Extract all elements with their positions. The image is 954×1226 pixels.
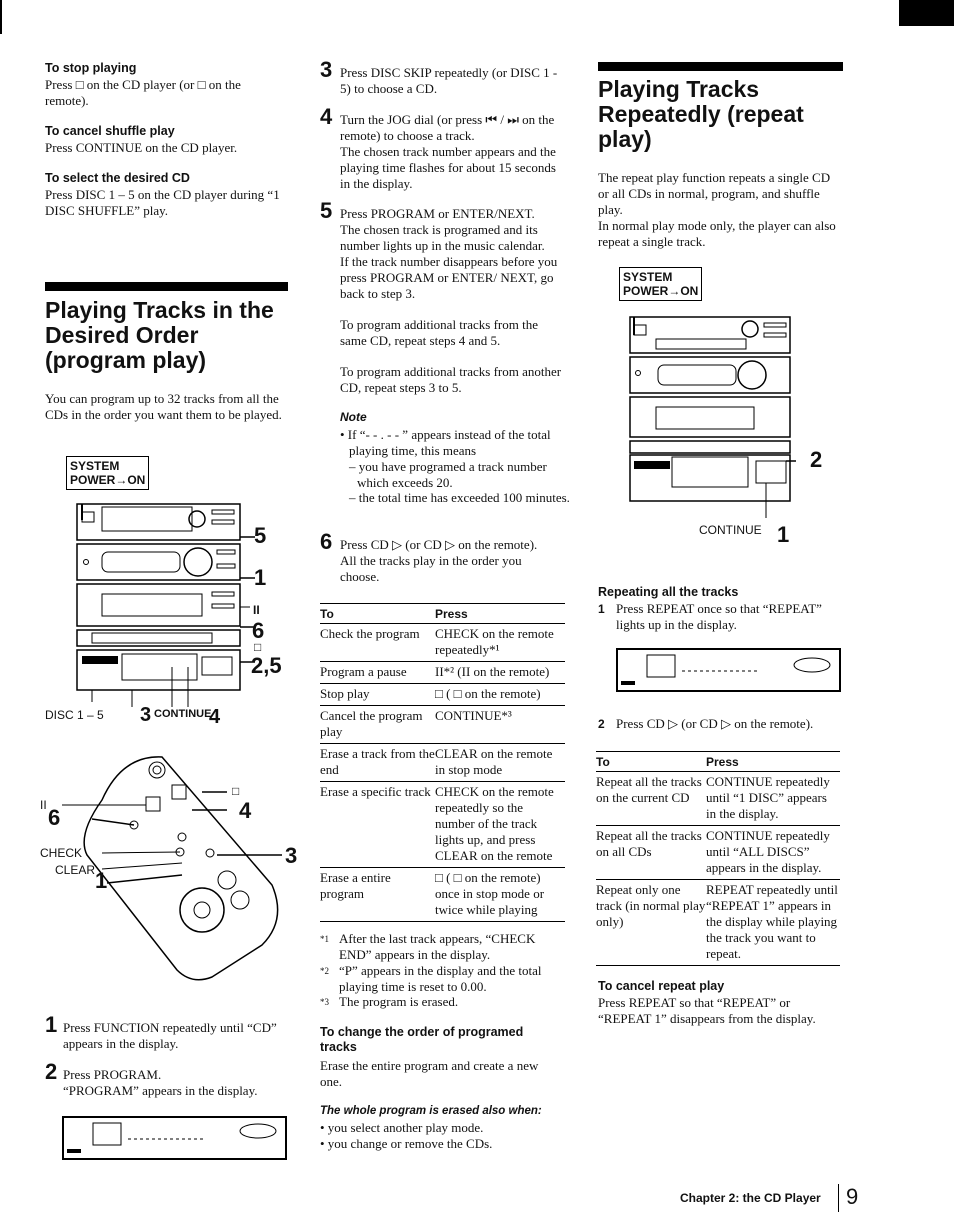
table-cell: II*² (II on the remote): [435, 662, 565, 684]
table-row: [320, 624, 565, 662]
table-row: [320, 706, 565, 744]
table-cell: REPEAT repeatedly until “REPEAT 1” appears in the display while playing the track you want to repeat.: [706, 880, 840, 966]
step-3-text: Press DISC SKIP repeatedly (or DISC 1 - 5) to choose a CD.: [340, 65, 558, 96]
callout-2-5: 2,5: [251, 653, 282, 678]
program-play-title: Playing Tracks in the Desired Order (program play): [45, 297, 274, 373]
table-row: [596, 826, 840, 880]
continue-label-left: CONTINUE: [154, 708, 212, 720]
system-label: SYSTEM: [623, 270, 673, 284]
repeat-callout-2: 2: [810, 447, 823, 472]
callout-stop: □: [254, 640, 262, 654]
page-number: 9: [846, 1184, 859, 1209]
callout-pause: II: [253, 603, 260, 617]
remote-label-stop: □: [232, 784, 240, 798]
footnote-mark-3: *3: [320, 997, 329, 1007]
erased-when-item-2: • you change or remove the CDs.: [320, 1136, 493, 1151]
disc-label: DISC 1 – 5: [45, 708, 104, 722]
step-3-number: 3: [320, 57, 333, 82]
callout-4: 4: [209, 706, 221, 728]
system-power-box-right: [619, 267, 702, 301]
step-6-number: 6: [320, 529, 333, 554]
program-operations-table: [320, 603, 565, 922]
callout-1: 1: [254, 565, 267, 590]
table-row: [596, 880, 840, 966]
remote-callout-3: 3: [285, 843, 298, 868]
footnote-1: After the last track appears, “CHECK END” appears in the display.: [339, 931, 536, 962]
step-6-text: Press CD ▷ (or CD ▷ on the remote). All the tracks play in the order you choose.: [340, 537, 538, 584]
footnote-3: The program is erased.: [339, 994, 459, 1009]
repeat-step-1-text: Press REPEAT once so that “REPEAT” lights up in the display.: [616, 601, 822, 632]
table-cell: □ ( □ on the remote) once in stop mode or twice while playing: [435, 868, 565, 922]
step-4-number: 4: [320, 104, 333, 129]
stop-heading: To stop playing: [45, 61, 137, 75]
system-power-box-left: [66, 456, 149, 490]
remote-callout-4: 4: [239, 798, 252, 823]
table-cell: □ ( □ on the remote): [435, 684, 565, 706]
remote-control-illustration: [62, 745, 292, 985]
table-header-row: [596, 752, 840, 772]
note-heading: Note: [340, 410, 367, 424]
repeat-operations-table: [596, 751, 840, 966]
display-illustration-right: [616, 648, 841, 692]
repeat-play-title: Playing Tracks Repeatedly (repeat play): [598, 76, 804, 152]
repeat-all-heading: Repeating all the tracks: [598, 585, 739, 599]
cancel-shuffle-text: Press CONTINUE on the CD player.: [45, 140, 238, 155]
change-order-text: Erase the entire program and create a new one.: [320, 1058, 539, 1089]
remote-label-clear: CLEAR: [55, 863, 96, 877]
table-row: [320, 684, 565, 706]
table-row: [320, 868, 565, 922]
system-label: SYSTEM: [70, 459, 120, 473]
select-cd-text: Press DISC 1 – 5 on the CD player during “1 DISC SHUFFLE” play.: [45, 187, 280, 218]
table-cell: CLEAR on the remote in stop mode: [435, 744, 565, 782]
footnote-2: “P” appears in the display and the total playing time is reset to 0.00.: [339, 963, 542, 994]
note-line-1: • If “- - . - - ” appears instead of the total playing time, this means: [340, 427, 551, 458]
remote-label-pause: II: [40, 798, 47, 812]
additional-other-cd: To program additional tracks from another CD, repeat steps 3 to 5.: [340, 364, 562, 395]
table-header-to: To: [596, 752, 706, 772]
note-line-3: – the total time has exceeded 100 minutes.: [349, 490, 570, 505]
repeat-step-1-number: 1: [598, 602, 605, 616]
step-5-text: Press PROGRAM or ENTER/NEXT. The chosen track is programed and its number lights up in the music calendar. If the track number disappears before you press PROGRAM or ENTER/ NEXT, go back to step 3.: [340, 206, 558, 301]
table-cell: Cancel the program play: [320, 706, 435, 744]
footer-chapter: Chapter 2: the CD Player: [680, 1191, 821, 1205]
table-cell: Erase a entire program: [320, 868, 435, 922]
additional-same-cd: To program additional tracks from the same CD, repeat steps 4 and 5.: [340, 317, 539, 348]
step-4-text: Turn the JOG dial (or press ⏮ / ⏭ on the remote) to choose a track. The chosen track number appears and the playing time flashes for about 15 seconds in the display.: [340, 112, 556, 191]
footnote-mark-1: *1: [320, 934, 329, 944]
table-row: [320, 744, 565, 782]
step-2-number: 2: [45, 1059, 58, 1084]
repeat-step-2-number: 2: [598, 717, 605, 731]
repeat-callout-1: 1: [777, 522, 790, 547]
power-on-label: POWER→ON: [623, 284, 699, 298]
table-header-press: Press: [706, 752, 840, 772]
note-line-2: – you have programed a track number which exceeds 20.: [349, 459, 547, 490]
repeat-intro: The repeat play function repeats a single CD or all CDs in normal, program, and shuffle play. In normal play mode only, the player can also repeat a single track.: [598, 170, 836, 249]
table-cell: Erase a specific track: [320, 782, 435, 868]
left-edge-mark: [0, 0, 2, 34]
step-2-text: Press PROGRAM. “PROGRAM” appears in the display.: [63, 1067, 258, 1098]
table-cell: Repeat all the tracks on the current CD: [596, 772, 706, 826]
footnote-mark-2: *2: [320, 966, 329, 976]
chapter-tab: [899, 0, 954, 26]
callout-6: 6: [252, 618, 265, 643]
table-cell: CHECK on the remote repeatedly so the number of the track lights up, and press CLEAR on the remote: [435, 782, 565, 868]
callout-5: 5: [254, 523, 267, 548]
cancel-shuffle-heading: To cancel shuffle play: [45, 124, 175, 138]
erased-when-item-1: • you select another play mode.: [320, 1120, 484, 1135]
remote-callout-1: 1: [95, 868, 108, 893]
footer-divider: [838, 1184, 839, 1212]
cancel-repeat-text: Press REPEAT so that “REPEAT” or “REPEAT 1” disappears from the display.: [598, 995, 816, 1026]
remote-callout-6: 6: [48, 805, 61, 830]
step-1-text: Press FUNCTION repeatedly until “CD” appears in the display.: [63, 1020, 277, 1051]
table-cell: Program a pause: [320, 662, 435, 684]
table-cell: Stop play: [320, 684, 435, 706]
section-rule-right: [598, 62, 843, 71]
table-row: [320, 662, 565, 684]
section-rule-left: [45, 282, 288, 291]
callout-3: 3: [140, 704, 152, 726]
power-on-label: POWER→ON: [70, 473, 146, 487]
table-cell: CONTINUE repeatedly until “ALL DISCS” appears in the display.: [706, 826, 840, 880]
continue-label-right: CONTINUE: [699, 523, 762, 537]
table-cell: Repeat all the tracks on all CDs: [596, 826, 706, 880]
change-order-heading: To change the order of programed tracks: [320, 1025, 524, 1054]
table-cell: Repeat only one track (in normal play only): [596, 880, 706, 966]
select-cd-heading: To select the desired CD: [45, 171, 190, 185]
table-cell: CONTINUE*³: [435, 706, 565, 744]
table-row: [320, 782, 565, 868]
table-header-press: Press: [435, 604, 565, 624]
cancel-repeat-heading: To cancel repeat play: [598, 979, 725, 993]
table-cell: CHECK on the remote repeatedly*¹: [435, 624, 565, 662]
stop-text: Press □ on the CD player (or □ on the remote).: [45, 77, 241, 108]
table-header-row: [320, 604, 565, 624]
table-cell: Check the program: [320, 624, 435, 662]
table-cell: CONTINUE repeatedly until “1 DISC” appears in the display.: [706, 772, 840, 826]
table-header-to: To: [320, 604, 435, 624]
remote-label-check: CHECK: [40, 846, 83, 860]
step-5-number: 5: [320, 198, 333, 223]
table-row: [596, 772, 840, 826]
program-intro: You can program up to 32 tracks from all the CDs in the order you want them to be played.: [45, 391, 282, 422]
repeat-step-2-text: Press CD ▷ (or CD ▷ on the remote).: [616, 716, 814, 731]
stereo-unit-illustration-right: [626, 303, 796, 523]
erased-when-heading: The whole program is erased also when:: [320, 1105, 542, 1117]
table-cell: Erase a track from the end: [320, 744, 435, 782]
display-illustration-left: [62, 1116, 287, 1160]
step-1-number: 1: [45, 1012, 58, 1037]
